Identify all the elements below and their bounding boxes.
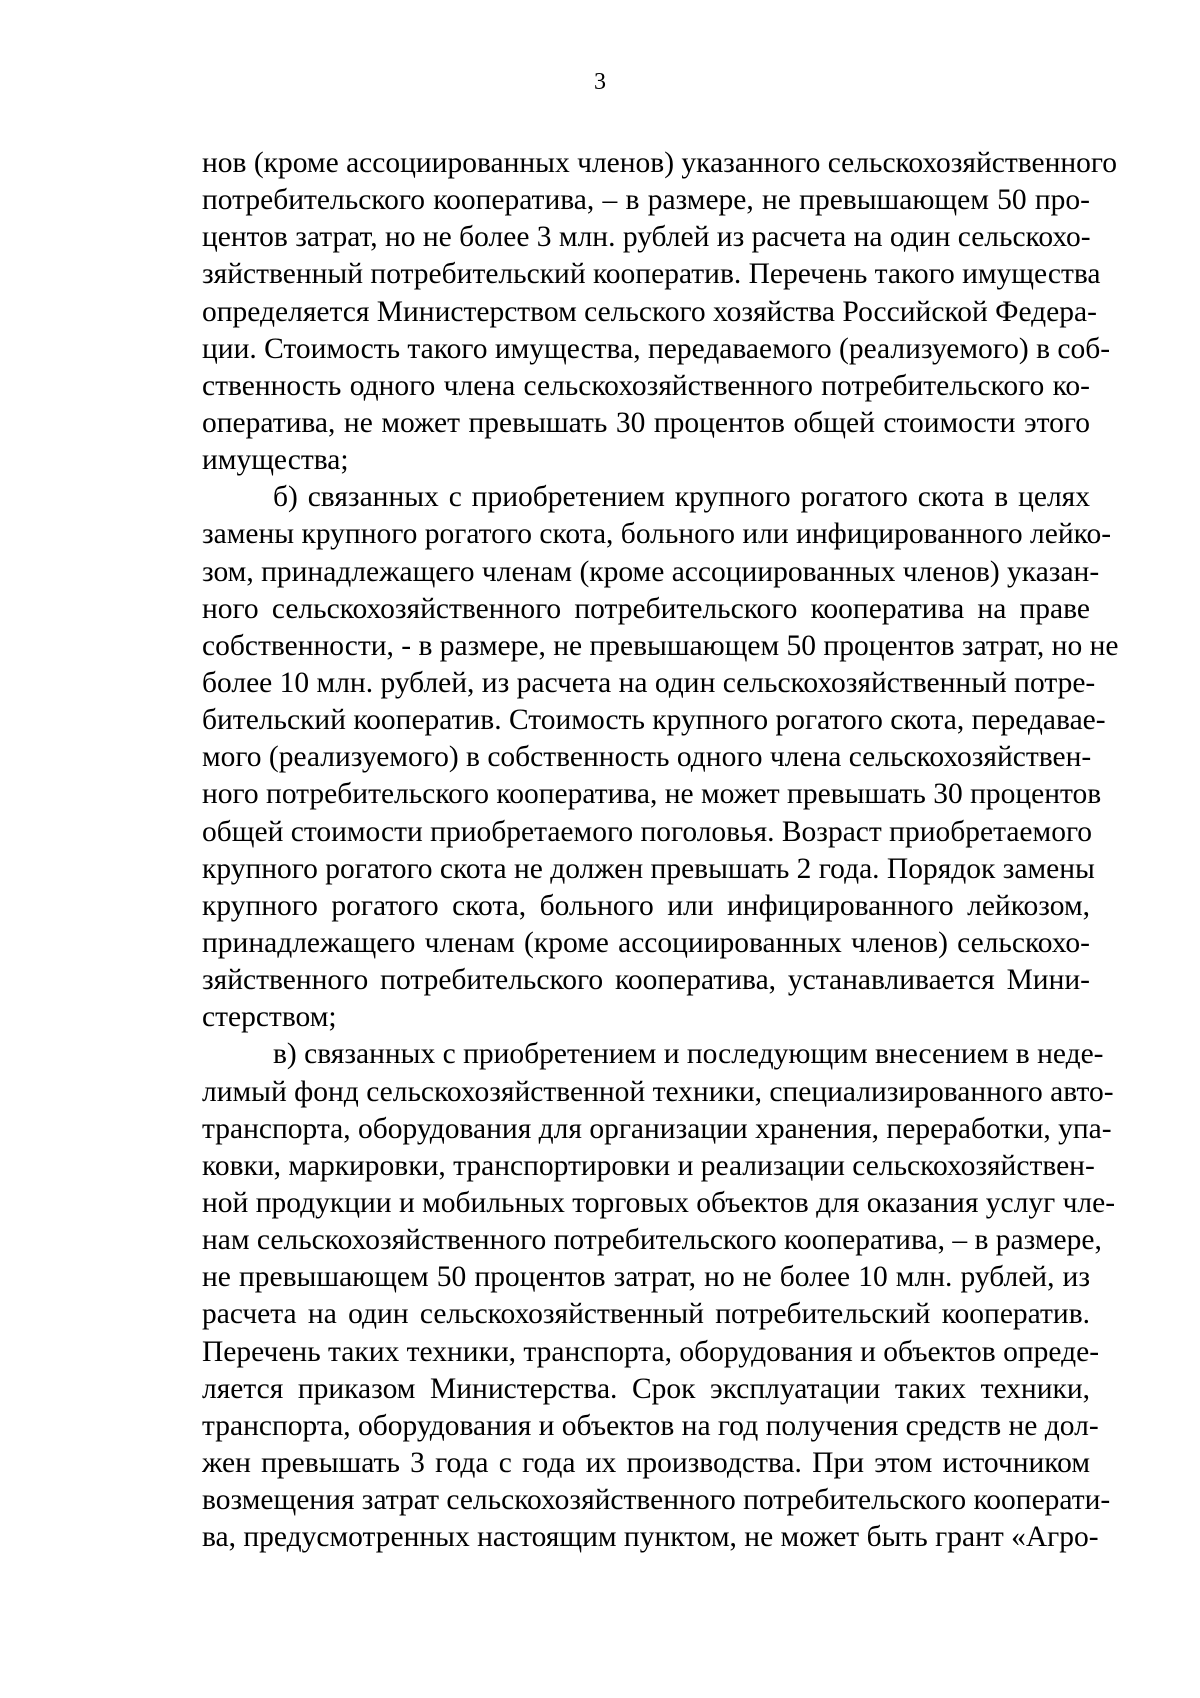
page-number: 3: [594, 69, 606, 95]
text-line: лимый фонд сельскохозяйственной техники, специализированного авто-: [202, 1075, 1114, 1108]
text-line: более 10 млн. рублей, из расчета на один сельскохозяйственный потре-: [202, 666, 1096, 699]
text-line: имущества;: [202, 444, 349, 477]
text-line: жен превышать 3 года с года их производства. При этом источником: [202, 1446, 1090, 1479]
text-line: крупного рогатого скота не должен превышать 2 года. Порядок замены: [202, 852, 1095, 885]
text-line: транспорта, оборудования для организации хранения, переработки, упа-: [202, 1112, 1112, 1145]
paragraph-v-first-line: в) связанных с приобретением и последующим внесением в неде-: [273, 1038, 1104, 1071]
text-line: определяется Министерством сельского хозяйства Российской Федера-: [202, 295, 1097, 328]
text-line: транспорта, оборудования и объектов на год получения средств не дол-: [202, 1409, 1099, 1442]
text-line: общей стоимости приобретаемого поголовья. Возраст приобретаемого: [202, 815, 1093, 848]
text-line: ной продукции и мобильных торговых объектов для оказания услуг чле-: [202, 1186, 1116, 1219]
text-line: зяйственного потребительского кооператива, устанавливается Мини-: [202, 964, 1090, 997]
document-body: [202, 145, 1119, 1556]
text-line: ственность одного члена сельскохозяйственного потребительского ко-: [202, 369, 1090, 402]
text-line: принадлежащего членам (кроме ассоциированных членов) сельскохо-: [202, 926, 1090, 959]
text-line: ва, предусмотренных настоящим пунктом, не может быть грант «Агро-: [202, 1521, 1099, 1554]
text-line: стерством;: [202, 1001, 337, 1034]
text-line: ковки, маркировки, транспортировки и реализации сельскохозяйствен-: [202, 1149, 1095, 1182]
text-line: замены крупного рогатого скота, больного или инфицированного лейко-: [202, 518, 1112, 551]
paragraph-b-first-line: б) связанных с приобретением крупного рогатого скота в целях: [273, 481, 1090, 514]
text-line: ции. Стоимость такого имущества, передаваемого (реализуемого) в соб-: [202, 332, 1111, 365]
text-line: зяйственный потребительский кооператив. Перечень такого имущества: [202, 258, 1101, 291]
text-line: расчета на один сельскохозяйственный потребительский кооператив.: [202, 1298, 1090, 1331]
text-line: нам сельскохозяйственного потребительского кооператива, – в размере,: [202, 1224, 1102, 1257]
text-line: оператива, не может превышать 30 процентов общей стоимости этого: [202, 406, 1090, 439]
text-line: центов затрат, но не более 3 млн. рублей из расчета на один сельскохо-: [202, 221, 1091, 254]
text-line: ного потребительского кооператива, не может превышать 30 процентов: [202, 778, 1102, 811]
text-line: нов (кроме ассоциированных членов) указанного сельскохозяйственного: [202, 147, 1118, 179]
text-line: Перечень таких техники, транспорта, оборудования и объектов опреде-: [202, 1335, 1100, 1368]
text-line: мого (реализуемого) в собственность одного члена сельскохозяйствен-: [202, 741, 1092, 774]
text-line: ного сельскохозяйственного потребительского кооператива на праве: [202, 592, 1090, 625]
text-line: не превышающем 50 процентов затрат, но не более 10 млн. рублей, из: [202, 1261, 1090, 1294]
text-line: зом, принадлежащего членам (кроме ассоциированных членов) указан-: [202, 555, 1100, 588]
text-line: бительский кооператив. Стоимость крупного рогатого скота, передавае-: [202, 704, 1106, 737]
text-line: потребительского кооператива, – в размере, не превышающем 50 про-: [202, 184, 1090, 217]
text-line: крупного рогатого скота, больного или инфицированного лейкозом,: [202, 889, 1090, 922]
text-line: возмещения затрат сельскохозяйственного потребительского кооперати-: [202, 1484, 1111, 1517]
text-line: собственности, - в размере, не превышающем 50 процентов затрат, но не: [202, 629, 1119, 662]
text-line: ляется приказом Министерства. Срок эксплуатации таких техники,: [202, 1372, 1090, 1405]
